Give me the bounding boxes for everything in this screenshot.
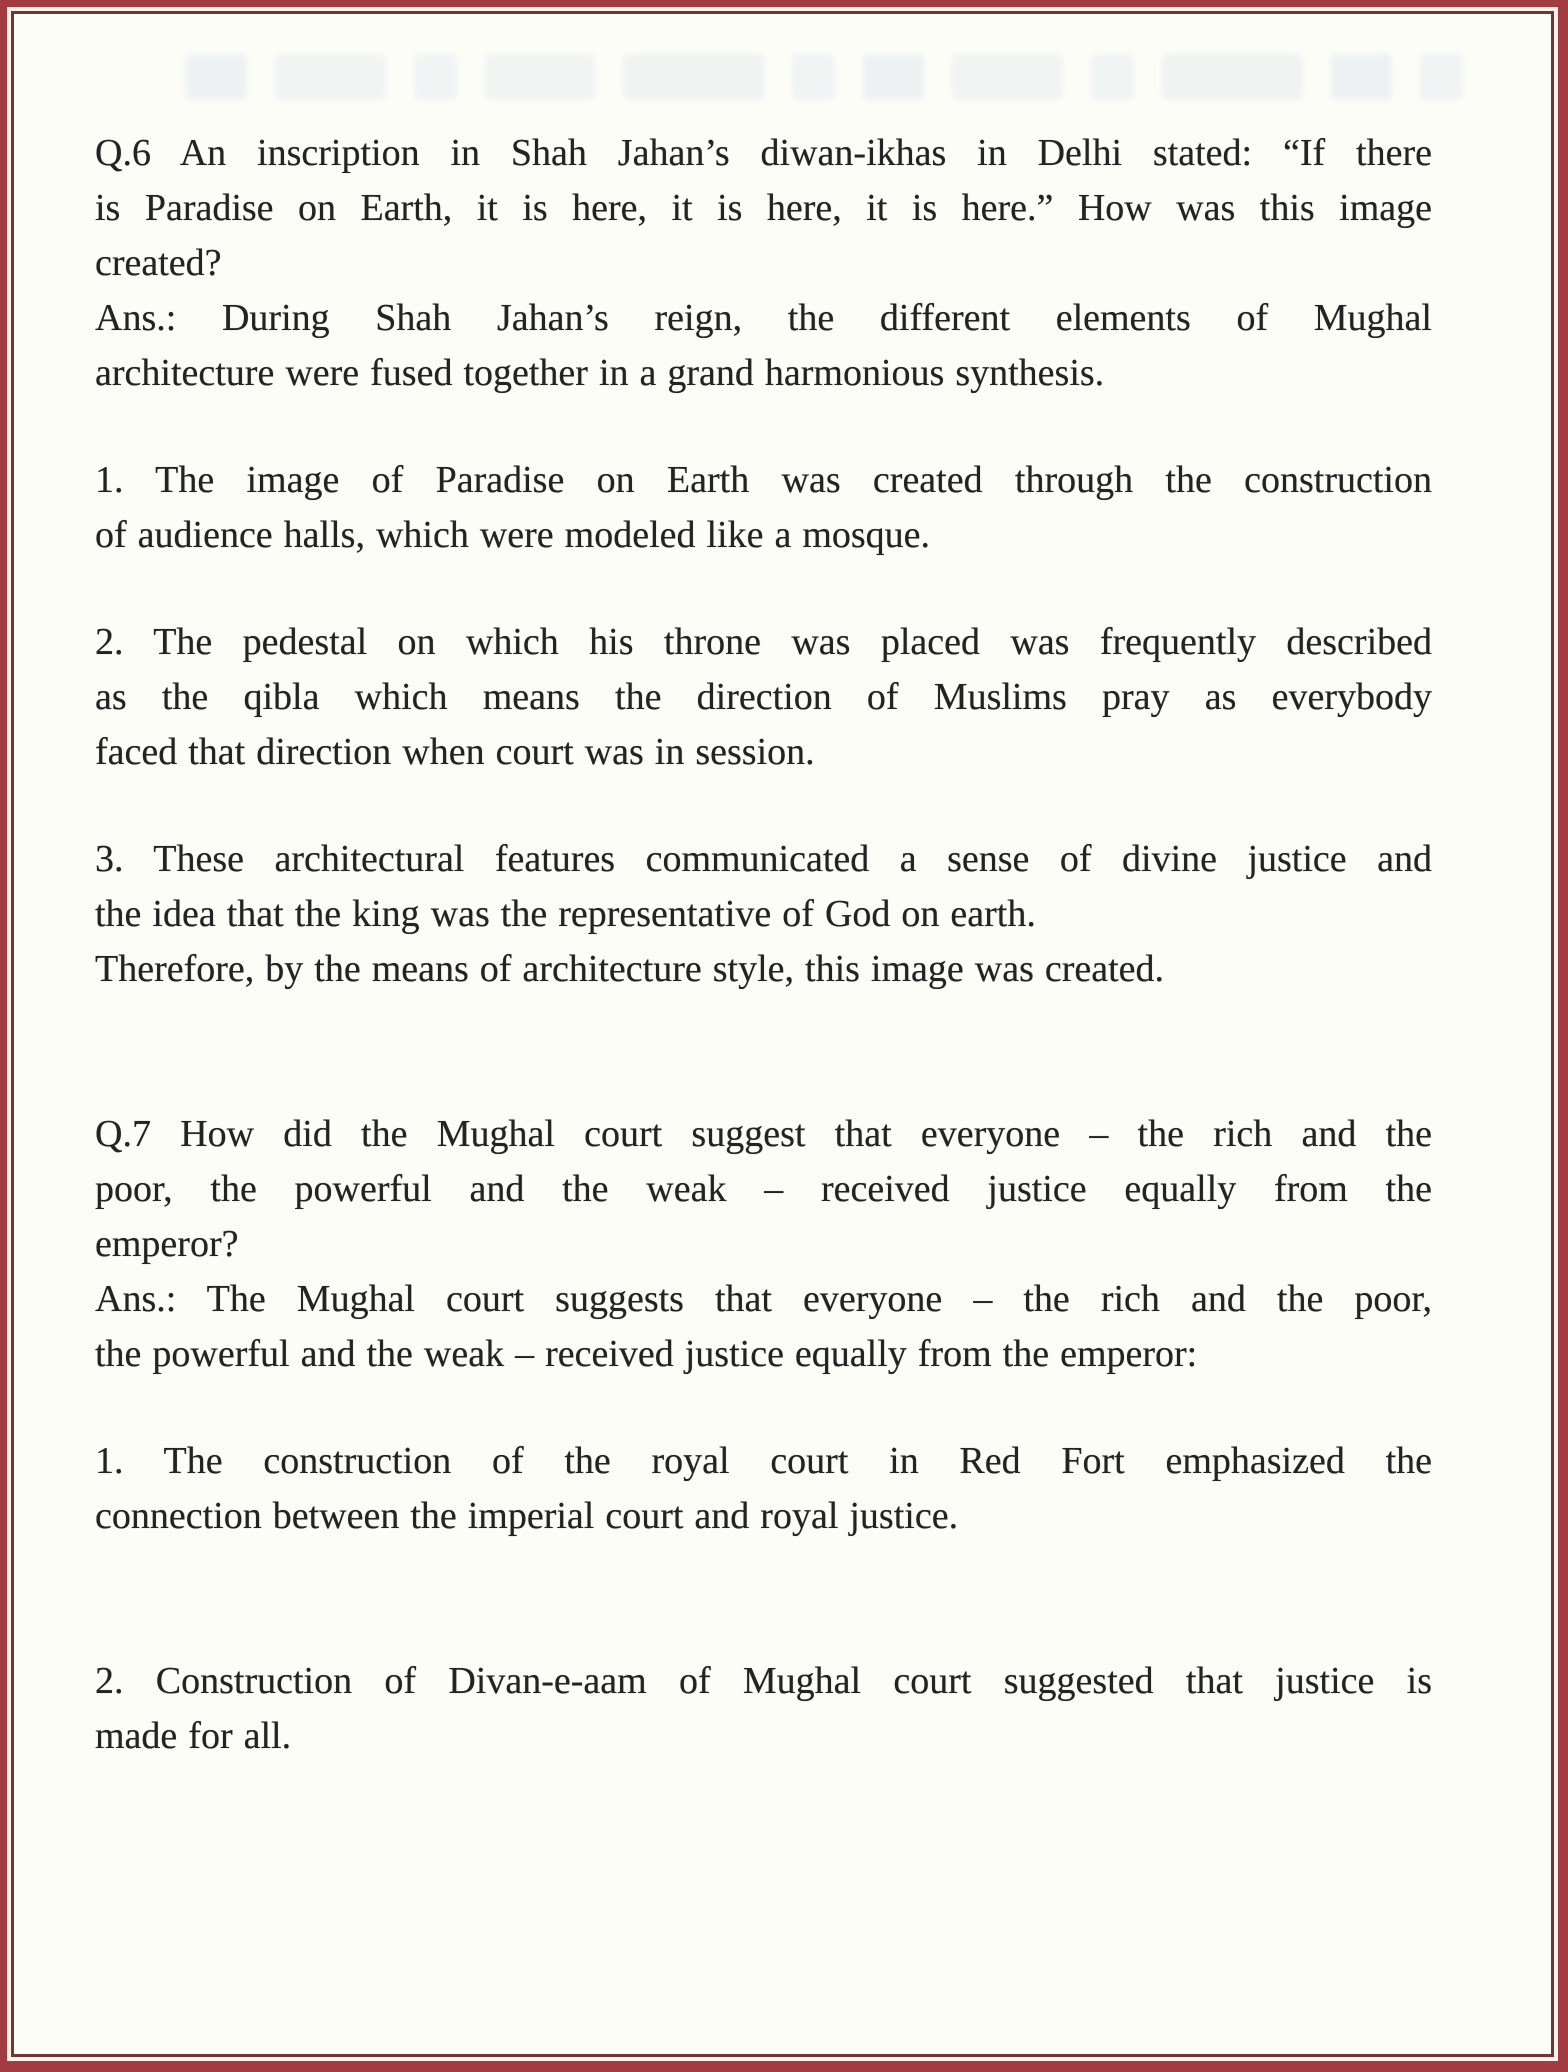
text-line: Therefore, by the means of architecture style, this image was created. bbox=[95, 948, 1165, 990]
page-frame-gap bbox=[7, 7, 1558, 2061]
q7-answer-point-2 bbox=[95, 1654, 1432, 1764]
text-line: is Paradise on Earth, it is here, it is here, it is here.” How was this image bbox=[95, 187, 1432, 229]
text-line: 1. The construction of the royal court in Red Fort emphasized the bbox=[95, 1440, 1432, 1482]
text-line: Q.7 How did the Mughal court suggest that everyone – the rich and the bbox=[95, 1113, 1432, 1155]
text-line: 2. The pedestal on which his throne was placed was frequently described bbox=[95, 621, 1432, 663]
text-line: architecture were fused together in a grand harmonious synthesis. bbox=[95, 352, 1105, 394]
q7-question bbox=[95, 1107, 1432, 1382]
text-line: the idea that the king was the representative of God on earth. bbox=[95, 893, 1036, 935]
text-line: as the qibla which means the direction of Muslims pray as everybody bbox=[95, 676, 1432, 718]
document-page bbox=[11, 11, 1554, 2057]
q6-answer-point-1 bbox=[95, 453, 1432, 563]
q6-answer-point-2 bbox=[95, 615, 1432, 780]
text-line: the powerful and the weak – received justice equally from the emperor: bbox=[95, 1333, 1198, 1375]
text-line: emperor? bbox=[95, 1223, 239, 1265]
text-line: 1. The image of Paradise on Earth was created through the construction bbox=[95, 459, 1432, 501]
text-line: faced that direction when court was in session. bbox=[95, 731, 815, 773]
text-line: Ans.: During Shah Jahan’s reign, the different elements of Mughal bbox=[95, 297, 1432, 339]
text-line: 3. These architectural features communicated a sense of divine justice and bbox=[95, 838, 1432, 880]
q7-answer-point-1 bbox=[95, 1434, 1432, 1544]
text-column bbox=[14, 14, 1551, 1764]
text-line: Q.6 An inscription in Shah Jahan’s diwan-ikhas in Delhi stated: “If there bbox=[95, 132, 1432, 174]
text-line: made for all. bbox=[95, 1715, 292, 1757]
text-line: of audience halls, which were modeled like a mosque. bbox=[95, 514, 931, 556]
q6-answer-point-3 bbox=[95, 832, 1432, 997]
text-line: Ans.: The Mughal court suggests that everyone – the rich and the poor, bbox=[95, 1278, 1432, 1320]
text-line: created? bbox=[95, 242, 222, 284]
text-line: connection between the imperial court and royal justice. bbox=[95, 1495, 959, 1537]
text-line: 2. Construction of Divan-e-aam of Mughal court suggested that justice is bbox=[95, 1660, 1432, 1702]
q6-question bbox=[95, 126, 1432, 401]
text-line: poor, the powerful and the weak – received justice equally from the bbox=[95, 1168, 1432, 1210]
